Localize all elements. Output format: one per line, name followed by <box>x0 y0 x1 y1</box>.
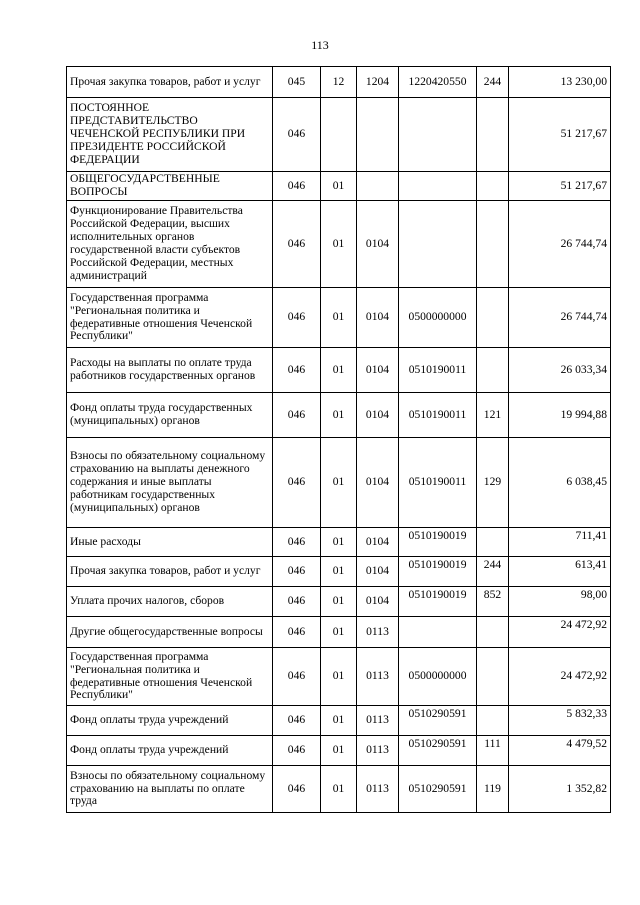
section-code: 01 <box>321 648 357 706</box>
ministry-code: 046 <box>273 98 321 172</box>
table-row <box>67 587 611 617</box>
amount: 51 217,67 <box>509 172 611 201</box>
expense-type-code <box>477 648 509 706</box>
budget-table-body <box>67 67 611 813</box>
amount: 19 994,88 <box>509 393 611 438</box>
row-name: Фонд оплаты труда учреждений <box>67 706 273 736</box>
amount: 5 832,33 <box>509 706 611 736</box>
amount: 13 230,00 <box>509 67 611 98</box>
table-row <box>67 617 611 648</box>
target-code: 0510290591 <box>399 706 477 736</box>
ministry-code: 046 <box>273 288 321 348</box>
subsection-code <box>357 172 399 201</box>
table-row <box>67 172 611 201</box>
target-code: 0510290591 <box>399 766 477 813</box>
table-row <box>67 98 611 172</box>
section-code: 01 <box>321 617 357 648</box>
subsection-code: 0104 <box>357 201 399 288</box>
expense-type-code: 119 <box>477 766 509 813</box>
expense-type-code <box>477 348 509 393</box>
section-code: 01 <box>321 438 357 528</box>
subsection-code <box>357 98 399 172</box>
row-name: Фонд оплаты труда государственных (муниципальных) органов <box>67 393 273 438</box>
table-row <box>67 67 611 98</box>
section-code: 01 <box>321 201 357 288</box>
ministry-code: 046 <box>273 393 321 438</box>
table-row <box>67 288 611 348</box>
amount: 613,41 <box>509 557 611 587</box>
target-code: 0510190019 <box>399 557 477 587</box>
expense-type-code <box>477 617 509 648</box>
amount: 98,00 <box>509 587 611 617</box>
section-code: 01 <box>321 288 357 348</box>
target-code: 0510190011 <box>399 348 477 393</box>
amount: 26 033,34 <box>509 348 611 393</box>
section-code: 01 <box>321 172 357 201</box>
subsection-code: 0113 <box>357 736 399 766</box>
section-code: 01 <box>321 528 357 557</box>
section-code: 01 <box>321 348 357 393</box>
subsection-code: 0104 <box>357 348 399 393</box>
amount: 24 472,92 <box>509 648 611 706</box>
row-name: ПОСТОЯННОЕ ПРЕДСТАВИТЕЛЬСТВО ЧЕЧЕНСКОЙ РЕСПУБЛИКИ ПРИ ПРЕЗИДЕНТЕ РОССИЙСКОЙ ФЕДЕРАЦИИ <box>67 98 273 172</box>
section-code: 12 <box>321 67 357 98</box>
section-code <box>321 98 357 172</box>
expense-type-code <box>477 706 509 736</box>
expense-type-code <box>477 288 509 348</box>
ministry-code: 046 <box>273 766 321 813</box>
table-row <box>67 438 611 528</box>
expense-type-code: 244 <box>477 557 509 587</box>
amount: 6 038,45 <box>509 438 611 528</box>
ministry-code: 046 <box>273 648 321 706</box>
ministry-code: 046 <box>273 587 321 617</box>
expense-type-code: 244 <box>477 67 509 98</box>
table-row <box>67 706 611 736</box>
section-code: 01 <box>321 706 357 736</box>
ministry-code: 046 <box>273 348 321 393</box>
target-code: 1220420550 <box>399 67 477 98</box>
row-name: Уплата прочих налогов, сборов <box>67 587 273 617</box>
amount: 1 352,82 <box>509 766 611 813</box>
row-name: Взносы по обязательному социальному страхованию на выплаты по оплате труда <box>67 766 273 813</box>
table-row <box>67 557 611 587</box>
amount: 711,41 <box>509 528 611 557</box>
row-name: Государственная программа "Региональная политика и федеративные отношения Чеченской Республики" <box>67 288 273 348</box>
subsection-code: 0104 <box>357 557 399 587</box>
target-code <box>399 172 477 201</box>
page-number: 113 <box>311 38 329 52</box>
target-code <box>399 201 477 288</box>
section-code: 01 <box>321 393 357 438</box>
subsection-code: 0113 <box>357 766 399 813</box>
amount: 4 479,52 <box>509 736 611 766</box>
expense-type-code <box>477 98 509 172</box>
subsection-code: 0113 <box>357 648 399 706</box>
expense-type-code <box>477 201 509 288</box>
expense-type-code <box>477 528 509 557</box>
subsection-code: 0104 <box>357 288 399 348</box>
ministry-code: 046 <box>273 172 321 201</box>
subsection-code: 0104 <box>357 528 399 557</box>
section-code: 01 <box>321 557 357 587</box>
row-name: ОБЩЕГОСУДАРСТВЕННЫЕ ВОПРОСЫ <box>67 172 273 201</box>
target-code: 0510190019 <box>399 528 477 557</box>
target-code <box>399 617 477 648</box>
target-code: 0500000000 <box>399 288 477 348</box>
subsection-code: 0113 <box>357 706 399 736</box>
subsection-code: 0113 <box>357 617 399 648</box>
target-code: 0510190011 <box>399 393 477 438</box>
amount: 26 744,74 <box>509 201 611 288</box>
subsection-code: 0104 <box>357 393 399 438</box>
amount: 24 472,92 <box>509 617 611 648</box>
subsection-code: 0104 <box>357 438 399 528</box>
amount: 26 744,74 <box>509 288 611 348</box>
ministry-code: 046 <box>273 438 321 528</box>
row-name: Другие общегосударственные вопросы <box>67 617 273 648</box>
ministry-code: 046 <box>273 557 321 587</box>
expense-type-code: 111 <box>477 736 509 766</box>
subsection-code: 0104 <box>357 587 399 617</box>
row-name: Прочая закупка товаров, работ и услуг <box>67 67 273 98</box>
ministry-code: 045 <box>273 67 321 98</box>
table-row <box>67 348 611 393</box>
target-code: 0510190011 <box>399 438 477 528</box>
row-name: Расходы на выплаты по оплате труда работников государственных органов <box>67 348 273 393</box>
ministry-code: 046 <box>273 736 321 766</box>
row-name: Иные расходы <box>67 528 273 557</box>
table-row <box>67 393 611 438</box>
section-code: 01 <box>321 736 357 766</box>
table-row <box>67 648 611 706</box>
table-row <box>67 736 611 766</box>
ministry-code: 046 <box>273 528 321 557</box>
ministry-code: 046 <box>273 706 321 736</box>
amount: 51 217,67 <box>509 98 611 172</box>
row-name: Государственная программа "Региональная политика и федеративные отношения Чеченской Республики" <box>67 648 273 706</box>
section-code: 01 <box>321 587 357 617</box>
target-code: 0510190019 <box>399 587 477 617</box>
expense-type-code: 121 <box>477 393 509 438</box>
table-row <box>67 201 611 288</box>
section-code: 01 <box>321 766 357 813</box>
ministry-code: 046 <box>273 617 321 648</box>
row-name: Взносы по обязательному социальному страхованию на выплаты денежного содержания и иные выплаты работникам государственных (муниципальных) органов <box>67 438 273 528</box>
table-row <box>67 528 611 557</box>
subsection-code: 1204 <box>357 67 399 98</box>
target-code <box>399 98 477 172</box>
row-name: Функционирование Правительства Российской Федерации, высших исполнительных органов государственной власти субъектов Российской Федерации, местных администраций <box>67 201 273 288</box>
target-code: 0500000000 <box>399 648 477 706</box>
expense-type-code: 129 <box>477 438 509 528</box>
row-name: Фонд оплаты труда учреждений <box>67 736 273 766</box>
ministry-code: 046 <box>273 201 321 288</box>
target-code: 0510290591 <box>399 736 477 766</box>
table-row <box>67 766 611 813</box>
expense-type-code: 852 <box>477 587 509 617</box>
budget-table <box>66 66 611 813</box>
row-name: Прочая закупка товаров, работ и услуг <box>67 557 273 587</box>
expense-type-code <box>477 172 509 201</box>
